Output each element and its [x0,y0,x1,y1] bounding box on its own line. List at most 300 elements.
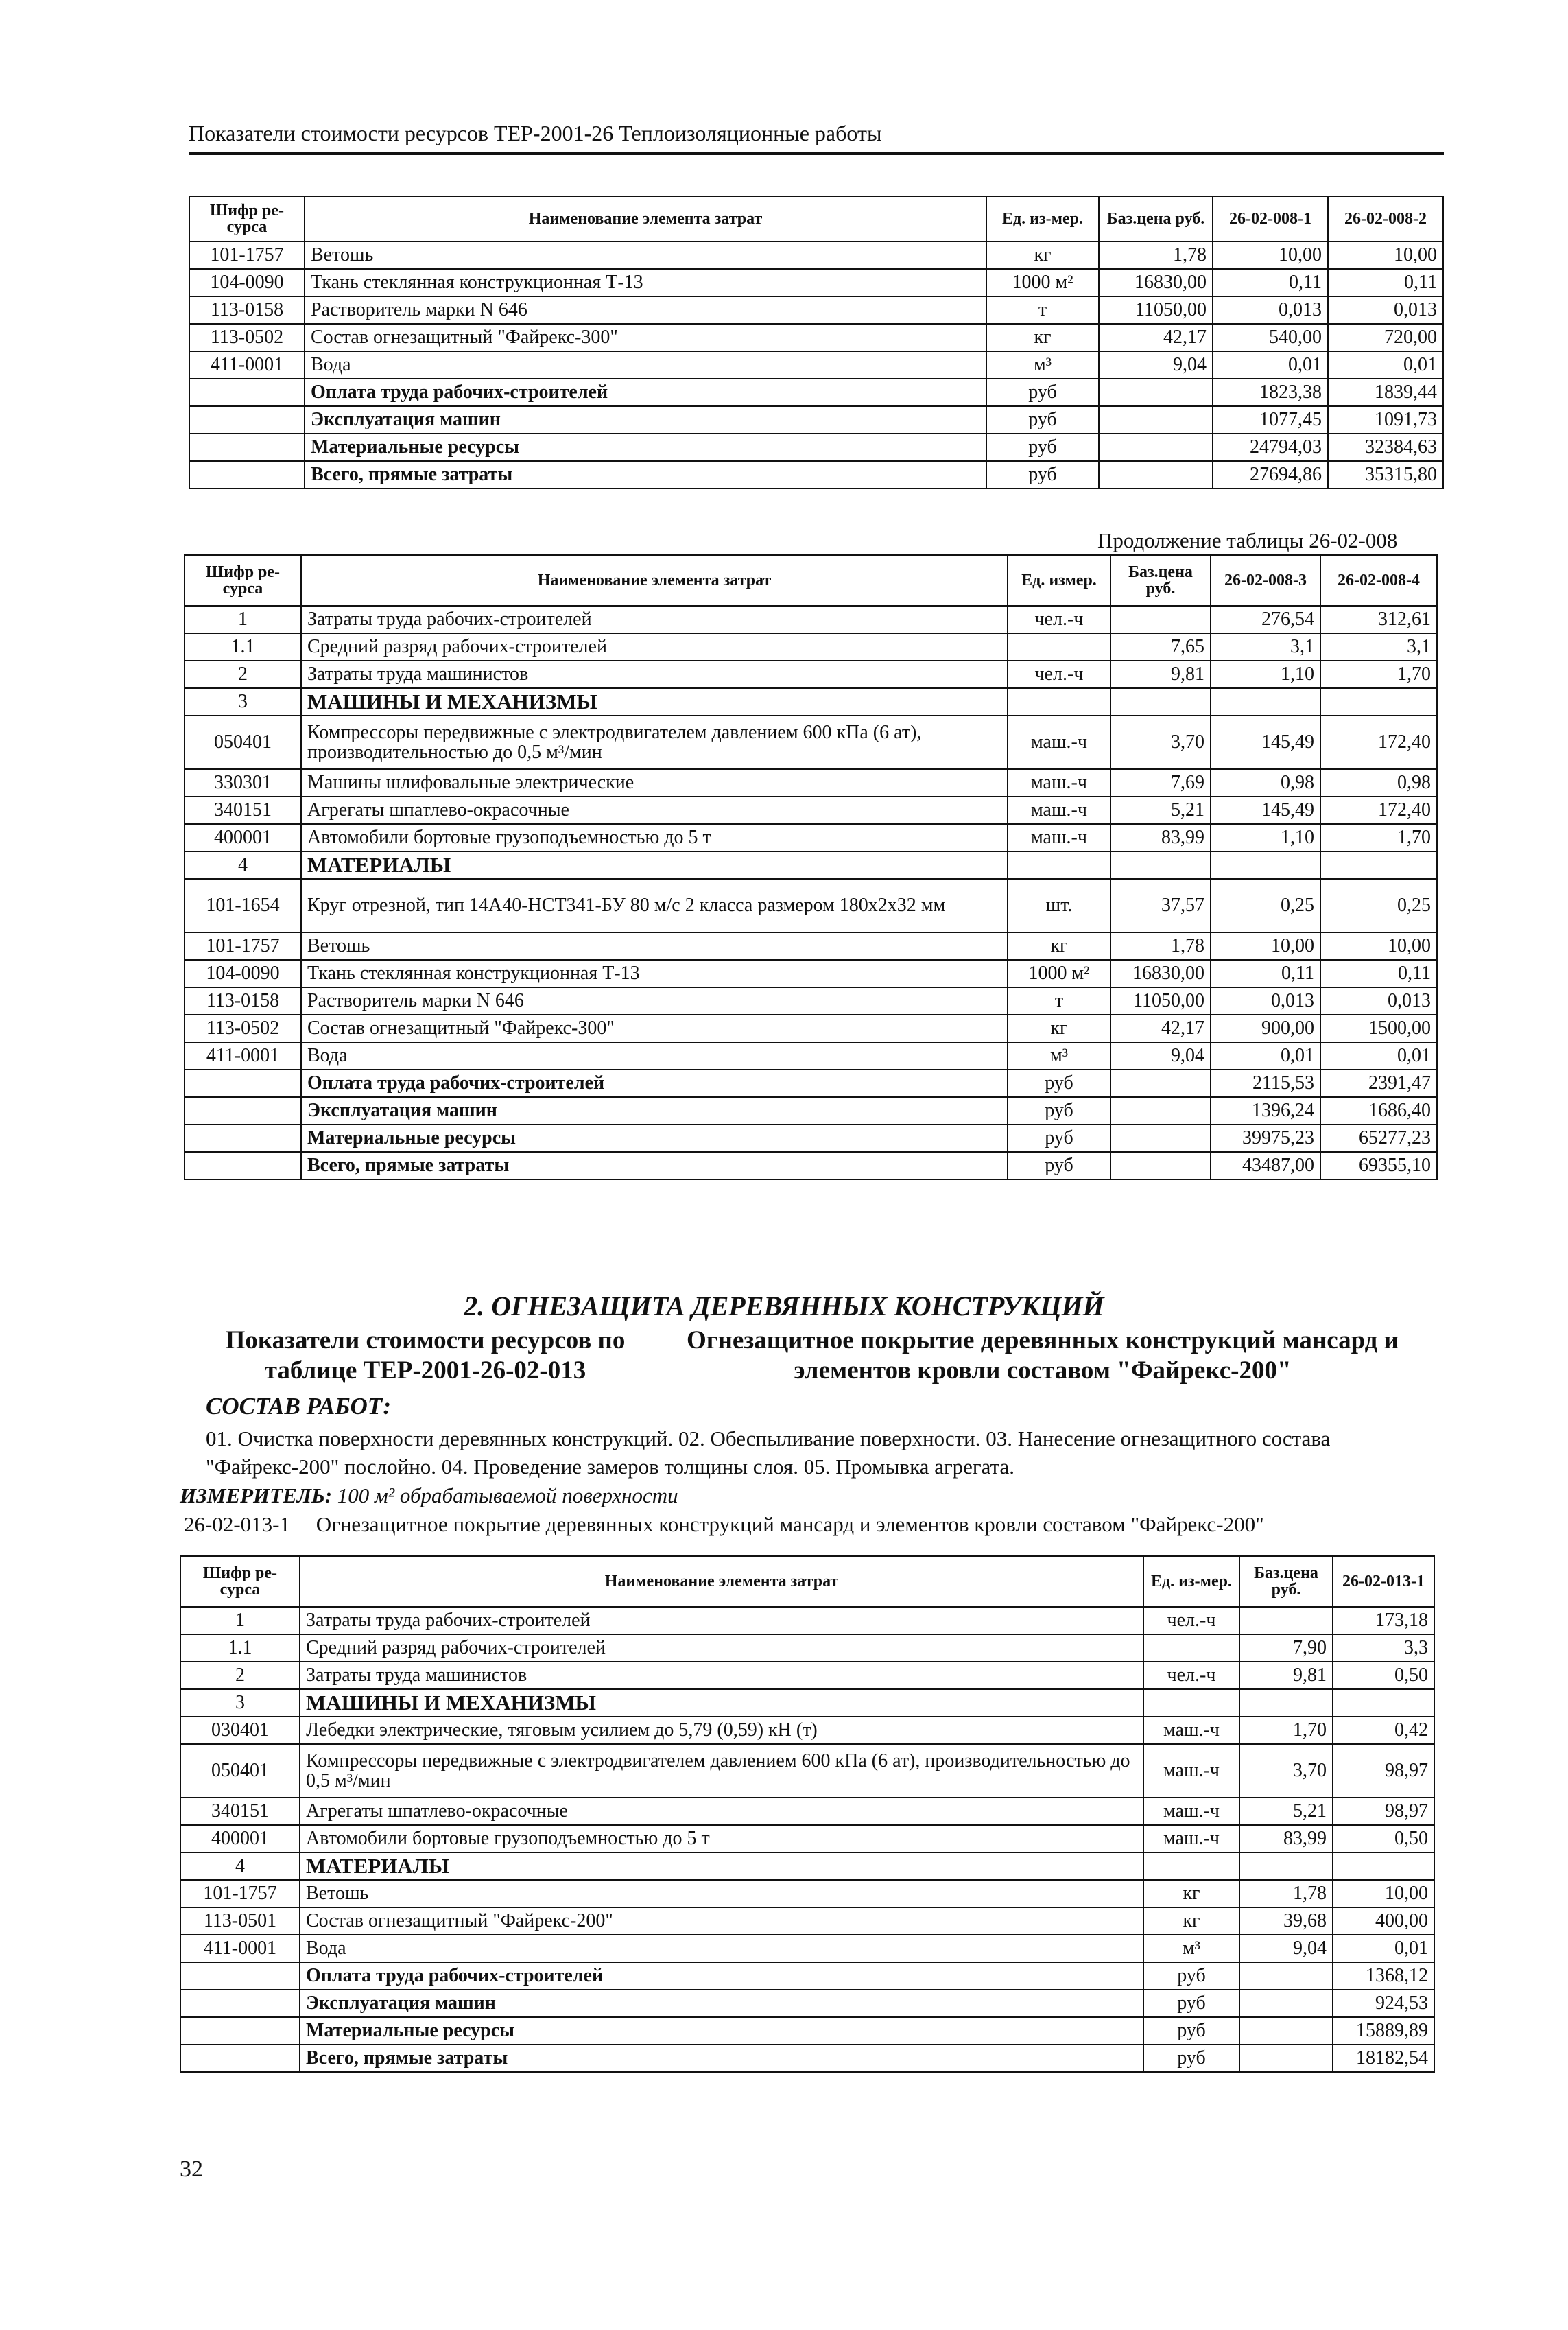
table-row [180,1825,1434,1852]
unit [1143,1689,1239,1717]
norm-value: 27694,86 [1213,461,1328,489]
col-header-code: Шифр ре-сурса [189,196,305,242]
element-name: МАШИНЫ И МЕХАНИЗМЫ [300,1689,1143,1717]
base-price [1239,1607,1333,1634]
norm-value [1320,688,1437,716]
unit: 1000 м² [1008,960,1110,987]
resource-code: 411-0001 [180,1935,300,1962]
resource-code: 050401 [180,1744,300,1798]
table-row [180,1744,1434,1798]
works-composition-label: СОСТАВ РАБОТ: [206,1393,392,1420]
table-header-row [180,1556,1434,1607]
norm-value: 1,10 [1211,661,1320,688]
base-price [1110,688,1211,716]
norm-value: 10,00 [1320,932,1437,960]
totals-row [185,1070,1437,1097]
resource-code: 400001 [185,824,301,851]
norm-value: 65277,23 [1320,1125,1437,1152]
base-price: 3,70 [1110,716,1211,769]
element-name: Ветошь [300,1880,1143,1907]
element-name: Затраты труда машинистов [300,1662,1143,1689]
total-label: Всего, прямые затраты [305,461,986,489]
element-name: Состав огнезащитный "Файрекс-200" [300,1907,1143,1935]
base-price: 1,78 [1239,1880,1333,1907]
header-rule [189,152,1444,155]
norm-value: 0,11 [1320,960,1437,987]
unit: чел.-ч [1008,606,1110,633]
base-price [1110,1125,1211,1152]
empty-cell [185,1070,301,1097]
totals-row [180,2017,1434,2045]
norm-value: 0,01 [1320,1042,1437,1070]
unit: 1000 м² [986,269,1099,296]
total-label: Материальные ресурсы [305,434,986,461]
base-price: 9,04 [1110,1042,1211,1070]
table-row [185,851,1437,879]
empty-cell [189,461,305,489]
norm-name: Огнезащитное покрытие деревянных конструкций мансард и элементов кровли составом "Файрекс-200" [316,1512,1264,1536]
element-name: Круг отрезной, тип 14А40-НСТ341-БУ 80 м/с 2 класса размером 180х2х32 мм [301,879,1008,932]
unit: руб [986,461,1099,489]
norm-value: 10,00 [1211,932,1320,960]
resource-code: 113-0502 [189,324,305,351]
norm-value: 173,18 [1333,1607,1434,1634]
element-name: Ткань стеклянная конструкционная Т-13 [305,269,986,296]
base-price [1110,851,1211,879]
table-row [180,1907,1434,1935]
section-subtitle-right: Огнезащитное покрытие деревянных конструкций мансард и элементов кровли составом "Файрекс-200" [687,1326,1399,1385]
norm-value: 0,25 [1211,879,1320,932]
unit: кг [1143,1880,1239,1907]
table-row [189,296,1443,324]
element-name: Средний разряд рабочих-строителей [300,1634,1143,1662]
table-row [185,1015,1437,1042]
table-26-02-008-1-2 [189,196,1444,489]
element-name: Затраты труда машинистов [301,661,1008,688]
unit: т [986,296,1099,324]
norm-value: 0,013 [1213,296,1328,324]
unit: чел.-ч [1143,1607,1239,1634]
element-name: Состав огнезащитный "Файрекс-300" [305,324,986,351]
resource-code: 104-0090 [189,269,305,296]
resource-code: 2 [180,1662,300,1689]
norm-value: 1,70 [1320,661,1437,688]
norm-value [1320,851,1437,879]
element-name: Затраты труда рабочих-строителей [301,606,1008,633]
resource-code: 113-0502 [185,1015,301,1042]
unit: м³ [1008,1042,1110,1070]
norm-value: 3,1 [1211,633,1320,661]
empty-cell [189,406,305,434]
table-26-02-008-3-4 [184,554,1438,1180]
base-price: 1,70 [1239,1717,1333,1744]
unit: руб [1008,1152,1110,1179]
element-name: Растворитель марки N 646 [305,296,986,324]
norm-code: 26-02-013-1 [184,1512,290,1536]
element-name: Компрессоры передвижные с электродвигателем давлением 600 кПа (6 ат), производительностью до 0,5 м³/мин [300,1744,1143,1798]
unit: чел.-ч [1143,1662,1239,1689]
table-26-02-013-1 [180,1555,1435,2073]
col-header-price: Баз.цена руб. [1110,555,1211,606]
table-row [189,242,1443,269]
table-row [180,1662,1434,1689]
base-price [1110,1152,1211,1179]
total-label: Материальные ресурсы [301,1125,1008,1152]
norm-value: 0,013 [1328,296,1443,324]
resource-code: 101-1757 [180,1880,300,1907]
table-row [185,879,1437,932]
table-row [185,716,1437,769]
totals-row [189,379,1443,406]
base-price [1099,379,1213,406]
resource-code: 4 [180,1852,300,1880]
norm-value: 1823,38 [1213,379,1328,406]
unit: кг [1143,1907,1239,1935]
table-row [185,932,1437,960]
norm-value: 1839,44 [1328,379,1443,406]
col-header-norm: 26-02-013-1 [1333,1556,1434,1607]
norm-value: 2391,47 [1320,1070,1437,1097]
base-price [1110,1097,1211,1125]
norm-line [184,1512,1264,1537]
unit: руб [1143,2045,1239,2072]
unit: м³ [1143,1935,1239,1962]
col-header-norm: 26-02-008-2 [1328,196,1443,242]
norm-value: 172,40 [1320,716,1437,769]
unit: т [1008,987,1110,1015]
section-subtitle-left: Показатели стоимости ресурсов по таблице ТЕР-2001-26-02-013 [225,1326,626,1385]
base-price [1099,461,1213,489]
unit: м³ [986,351,1099,379]
norm-value: 10,00 [1333,1880,1434,1907]
unit: кг [986,324,1099,351]
unit: маш.-ч [1008,797,1110,824]
resource-code: 113-0158 [189,296,305,324]
norm-value: 312,61 [1320,606,1437,633]
norm-value: 24794,03 [1213,434,1328,461]
unit: руб [1008,1125,1110,1152]
base-price: 42,17 [1110,1015,1211,1042]
norm-value: 0,11 [1213,269,1328,296]
total-label: Оплата труда рабочих-строителей [305,379,986,406]
resource-code: 3 [180,1689,300,1717]
element-name: Ткань стеклянная конструкционная Т-13 [301,960,1008,987]
resource-code: 050401 [185,716,301,769]
resource-code: 2 [185,661,301,688]
measurement-unit-value: 100 м² обрабатываемой поверхности [337,1483,678,1507]
resource-code: 104-0090 [185,960,301,987]
unit: руб [1008,1097,1110,1125]
element-name: Компрессоры передвижные с электродвигателем давлением 600 кПа (6 ат), производительностью до 0,5 м³/мин [301,716,1008,769]
col-header-norm: 26-02-008-4 [1320,555,1437,606]
page-number: 32 [180,2156,203,2182]
element-name: Затраты труда рабочих-строителей [300,1607,1143,1634]
col-header-price: Баз.цена руб. [1099,196,1213,242]
total-label: Материальные ресурсы [300,2017,1143,2045]
element-name: Состав огнезащитный "Файрекс-300" [301,1015,1008,1042]
resource-code: 400001 [180,1825,300,1852]
unit: маш.-ч [1143,1717,1239,1744]
table-row [185,987,1437,1015]
element-name: Ветошь [305,242,986,269]
norm-value: 98,97 [1333,1744,1434,1798]
unit: руб [986,379,1099,406]
unit: руб [986,434,1099,461]
empty-cell [180,1990,300,2017]
norm-value [1211,851,1320,879]
norm-value: 3,1 [1320,633,1437,661]
total-label: Эксплуатация машин [300,1990,1143,2017]
element-name: МАШИНЫ И МЕХАНИЗМЫ [301,688,1008,716]
element-name: Лебедки электрические, тяговым усилием до 5,79 (0,59) кН (т) [300,1717,1143,1744]
norm-value: 0,01 [1328,351,1443,379]
unit: руб [1143,1990,1239,2017]
resource-code: 3 [185,688,301,716]
resource-code: 4 [185,851,301,879]
base-price: 5,21 [1239,1798,1333,1825]
base-price [1239,1852,1333,1880]
total-label: Оплата труда рабочих-строителей [300,1962,1143,1990]
total-label: Всего, прямые затраты [300,2045,1143,2072]
section-title: 2. ОГНЕЗАЩИТА ДЕРЕВЯННЫХ КОНСТРУКЦИЙ [464,1291,1104,1321]
base-price [1239,1990,1333,2017]
works-composition-text: 01. Очистка поверхности деревянных конструкций. 02. Обеспыливание поверхности. 03. Нанесение огнезащитного состава "Файрекс-200" послойно. 04. Проведение замеров толщины слоя. 05. Промывка агрегата. [206,1426,1331,1479]
norm-value: 69355,10 [1320,1152,1437,1179]
unit: маш.-ч [1008,769,1110,797]
totals-row [185,1125,1437,1152]
base-price: 37,57 [1110,879,1211,932]
col-header-code: Шифр ре-сурса [185,555,301,606]
empty-cell [185,1152,301,1179]
norm-value: 0,013 [1320,987,1437,1015]
total-label: Эксплуатация машин [301,1097,1008,1125]
unit: руб [986,406,1099,434]
base-price [1239,1689,1333,1717]
norm-value: 1368,12 [1333,1962,1434,1990]
base-price: 11050,00 [1110,987,1211,1015]
col-header-norm: 26-02-008-1 [1213,196,1328,242]
table-row [185,769,1437,797]
empty-cell [189,379,305,406]
norm-value: 1396,24 [1211,1097,1320,1125]
table-row [189,269,1443,296]
base-price [1239,2017,1333,2045]
norm-value: 145,49 [1211,716,1320,769]
base-price: 11050,00 [1099,296,1213,324]
empty-cell [180,2045,300,2072]
element-name: Средний разряд рабочих-строителей [301,633,1008,661]
base-price: 9,04 [1239,1935,1333,1962]
measurement-unit [180,1483,678,1508]
table-row [185,960,1437,987]
unit: шт. [1008,879,1110,932]
base-price: 3,70 [1239,1744,1333,1798]
total-label: Эксплуатация машин [305,406,986,434]
resource-code: 113-0158 [185,987,301,1015]
table-row [180,1607,1434,1634]
element-name: Агрегаты шпатлево-окрасочные [300,1798,1143,1825]
total-label: Всего, прямые затраты [301,1152,1008,1179]
norm-value: 0,98 [1320,769,1437,797]
resource-code: 030401 [180,1717,300,1744]
unit [1008,688,1110,716]
resource-code: 411-0001 [185,1042,301,1070]
norm-value: 2115,53 [1211,1070,1320,1097]
norm-value [1333,1689,1434,1717]
norm-value: 35315,80 [1328,461,1443,489]
base-price: 16830,00 [1110,960,1211,987]
table-row [189,324,1443,351]
table-row [180,1935,1434,1962]
norm-value: 720,00 [1328,324,1443,351]
base-price: 1,78 [1110,932,1211,960]
norm-value: 32384,63 [1328,434,1443,461]
element-name: Растворитель марки N 646 [301,987,1008,1015]
base-price: 1,78 [1099,242,1213,269]
norm-value: 1686,40 [1320,1097,1437,1125]
norm-value: 0,013 [1211,987,1320,1015]
table-row [185,633,1437,661]
col-header-name: Наименование элемента затрат [300,1556,1143,1607]
base-price: 83,99 [1110,824,1211,851]
empty-cell [185,1125,301,1152]
norm-value: 0,42 [1333,1717,1434,1744]
table-row [185,688,1437,716]
table-row [180,1634,1434,1662]
element-name: Агрегаты шпатлево-окрасочные [301,797,1008,824]
norm-value: 0,50 [1333,1825,1434,1852]
unit: кг [986,242,1099,269]
norm-value: 540,00 [1213,324,1328,351]
norm-value: 1091,73 [1328,406,1443,434]
norm-value: 924,53 [1333,1990,1434,2017]
table-row [185,824,1437,851]
totals-row [180,2045,1434,2072]
resource-code: 1 [180,1607,300,1634]
table-row [180,1852,1434,1880]
base-price: 83,99 [1239,1825,1333,1852]
element-name: Вода [300,1935,1143,1962]
norm-value: 0,01 [1333,1935,1434,1962]
table-row [185,1042,1437,1070]
base-price [1110,1070,1211,1097]
norm-value: 3,3 [1333,1634,1434,1662]
element-name: МАТЕРИАЛЫ [300,1852,1143,1880]
norm-value: 0,25 [1320,879,1437,932]
table-row [180,1880,1434,1907]
table-header-row [185,555,1437,606]
base-price: 16830,00 [1099,269,1213,296]
base-price: 9,81 [1239,1662,1333,1689]
base-price [1239,2045,1333,2072]
col-header-norm: 26-02-008-3 [1211,555,1320,606]
unit: маш.-ч [1008,716,1110,769]
table-row [180,1798,1434,1825]
base-price: 9,04 [1099,351,1213,379]
measurement-unit-label: ИЗМЕРИТЕЛЬ: [180,1483,333,1507]
unit: кг [1008,932,1110,960]
norm-value: 1077,45 [1213,406,1328,434]
norm-value: 43487,00 [1211,1152,1320,1179]
table-row [189,351,1443,379]
table-header-row [189,196,1443,242]
empty-cell [180,1962,300,1990]
table-row [185,797,1437,824]
norm-value: 0,11 [1328,269,1443,296]
empty-cell [185,1097,301,1125]
unit [1008,851,1110,879]
table-row [185,606,1437,633]
resource-code: 1.1 [185,633,301,661]
unit: руб [1008,1070,1110,1097]
norm-value [1211,688,1320,716]
norm-value: 98,97 [1333,1798,1434,1825]
norm-value: 900,00 [1211,1015,1320,1042]
unit [1143,1852,1239,1880]
unit: кг [1008,1015,1110,1042]
resource-code: 1 [185,606,301,633]
norm-value: 0,01 [1213,351,1328,379]
totals-row [189,406,1443,434]
norm-value: 0,50 [1333,1662,1434,1689]
element-name: Вода [305,351,986,379]
base-price: 7,90 [1239,1634,1333,1662]
col-header-name: Наименование элемента затрат [305,196,986,242]
resource-code: 330301 [185,769,301,797]
resource-code: 101-1757 [185,932,301,960]
col-header-unit: Ед. измер. [1008,555,1110,606]
col-header-code: Шифр ре-сурса [180,1556,300,1607]
resource-code: 340151 [180,1798,300,1825]
resource-code: 340151 [185,797,301,824]
unit: маш.-ч [1143,1744,1239,1798]
norm-value: 0,98 [1211,769,1320,797]
totals-row [180,1990,1434,2017]
norm-value: 0,01 [1211,1042,1320,1070]
norm-value: 172,40 [1320,797,1437,824]
norm-value: 400,00 [1333,1907,1434,1935]
empty-cell [180,2017,300,2045]
unit: маш.-ч [1143,1825,1239,1852]
base-price [1110,606,1211,633]
norm-value: 145,49 [1211,797,1320,824]
unit [1008,633,1110,661]
element-name: МАТЕРИАЛЫ [301,851,1008,879]
base-price: 7,69 [1110,769,1211,797]
unit [1143,1634,1239,1662]
totals-row [185,1097,1437,1125]
element-name: Ветошь [301,932,1008,960]
unit: руб [1143,1962,1239,1990]
page-header: Показатели стоимости ресурсов ТЕР-2001-26 Теплоизоляционные работы [189,121,882,145]
col-header-price: Баз.цена руб. [1239,1556,1333,1607]
col-header-name: Наименование элемента затрат [301,555,1008,606]
totals-row [180,1962,1434,1990]
resource-code: 113-0501 [180,1907,300,1935]
element-name: Автомобили бортовые грузоподъемностью до 5 т [300,1825,1143,1852]
norm-value: 18182,54 [1333,2045,1434,2072]
norm-value: 15889,89 [1333,2017,1434,2045]
continuation-label: Продолжение таблицы 26-02-008 [1097,528,1398,552]
resource-code: 411-0001 [189,351,305,379]
base-price: 5,21 [1110,797,1211,824]
unit: маш.-ч [1143,1798,1239,1825]
base-price [1239,1962,1333,1990]
resource-code: 1.1 [180,1634,300,1662]
table-row [180,1717,1434,1744]
unit: маш.-ч [1008,824,1110,851]
norm-value: 39975,23 [1211,1125,1320,1152]
